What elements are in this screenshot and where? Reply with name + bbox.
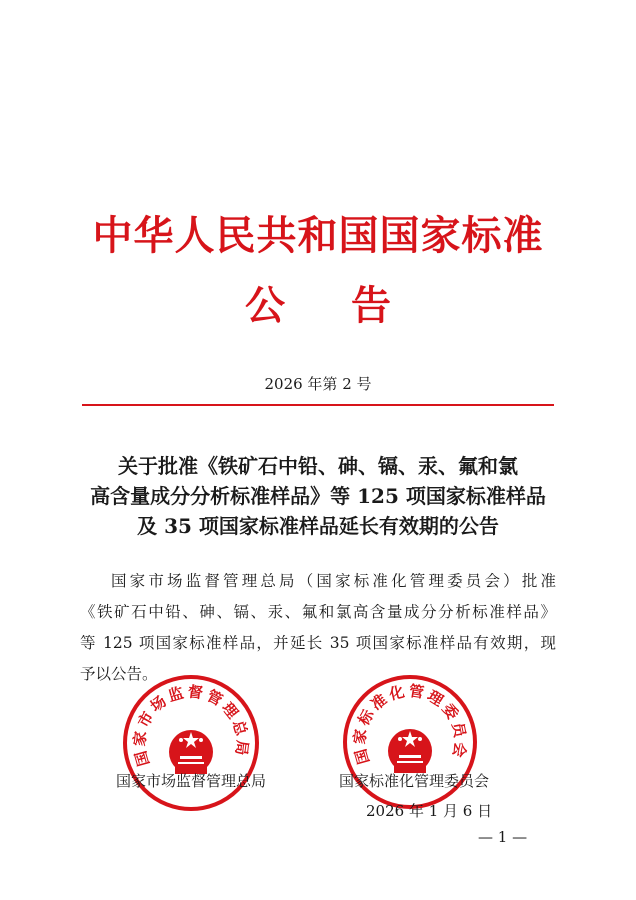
seal-emblem-icon [120, 672, 262, 814]
subtitle-char-left: 公 [245, 282, 285, 329]
notice-title-line: 及 35 项国家标准样品延长有效期的公告 [137, 514, 499, 538]
seal-right-text: 国家标准化管理委员会 [350, 681, 470, 767]
body-line: 等 125 项国家标准样品，并延长 35 项国家标准样品有效期，现 [80, 634, 556, 652]
document-number: 2026 年第 2 号 [264, 375, 372, 393]
signing-date: 2026 年 1 月 6 日 [366, 802, 493, 820]
notice-title [70, 451, 566, 541]
body-line: 国家市场监督管理总局（国家标准化管理委员会）批准 [111, 572, 556, 590]
signatory-left: 国家市场监督管理总局 [116, 772, 267, 790]
subtitle-char-right: 告 [351, 282, 391, 329]
document-header-title: 中华人民共和国国家标准 [92, 212, 544, 259]
notice-title-line: 关于批准《铁矿石中铅、砷、镉、汞、氟和氯 [118, 454, 518, 478]
notice-title-line: 高含量成分分析标准样品》等 125 项国家标准样品 [90, 484, 546, 508]
official-seal-left [120, 672, 262, 814]
red-divider-line [82, 404, 554, 406]
body-line: 予以公告。 [80, 665, 158, 683]
seal-left-text: 国家市场监督管理总局 [130, 682, 252, 769]
body-line: 《铁矿石中铅、砷、镉、汞、氟和氯高含量成分分析标准样品》 [80, 603, 556, 621]
signatory-right: 国家标准化管理委员会 [339, 772, 490, 790]
page-number: — 1 — [478, 828, 528, 846]
document-header-subtitle [0, 282, 636, 330]
